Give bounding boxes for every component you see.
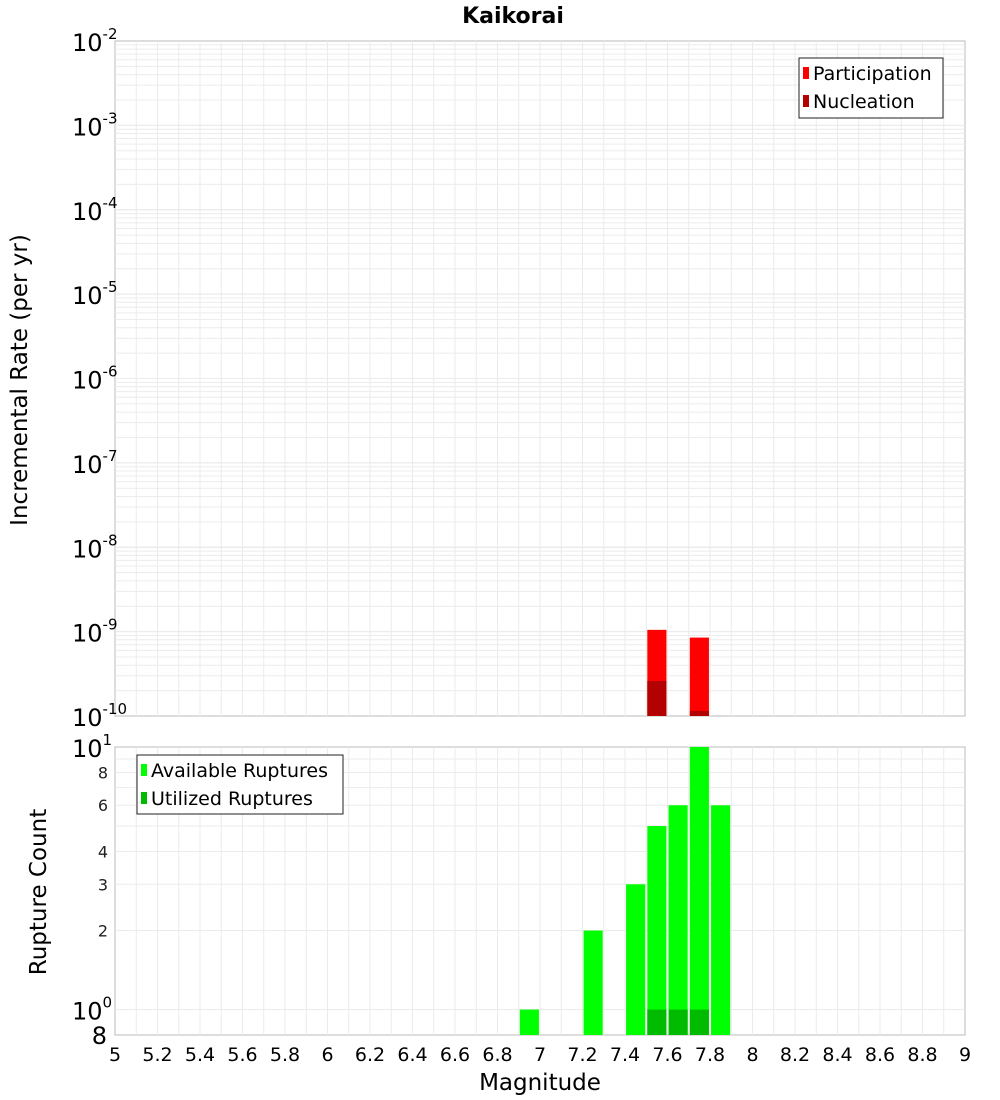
rate-y-tick-label: $10^{-10}$ xyxy=(72,700,128,732)
x-tick-label: 5.2 xyxy=(142,1044,173,1066)
x-tick-label: 6.4 xyxy=(397,1044,428,1066)
count-y-minor-tick-label: 3 xyxy=(97,875,108,895)
nucleation-bar xyxy=(690,711,709,716)
utilized-ruptures-bar xyxy=(690,1010,709,1035)
x-tick-label: 5.6 xyxy=(227,1044,258,1066)
x-tick-label: 8.6 xyxy=(864,1044,896,1066)
nucleation-legend-label: Nucleation xyxy=(813,91,915,113)
rate-y-tick-label: $10^{-5}$ xyxy=(72,278,118,311)
count-x-ticks xyxy=(109,1044,971,1066)
available-ruptures-bar xyxy=(647,826,666,1035)
utilized-legend-swatch xyxy=(141,792,147,804)
rate-panel xyxy=(7,25,965,732)
available-legend-swatch xyxy=(141,764,147,776)
rate-legend xyxy=(799,58,943,118)
x-tick-label: 7.2 xyxy=(567,1044,598,1066)
rate-y-tick-label: $10^{-7}$ xyxy=(72,446,118,479)
participation-legend-swatch xyxy=(803,67,809,79)
x-tick-label: 7.8 xyxy=(694,1044,726,1066)
count-y-tick-label: $10^1$ xyxy=(72,731,113,763)
available-ruptures-bar xyxy=(711,805,730,1035)
rate-y-tick-label: $10^{-2}$ xyxy=(72,25,118,57)
count-y-minor-tick-label: 6 xyxy=(97,796,108,816)
chart-title: Kaikorai xyxy=(462,4,564,29)
nucleation-legend-swatch xyxy=(803,95,809,107)
count-y-minor-tick-label: 2 xyxy=(97,921,108,941)
available-ruptures-bar xyxy=(584,931,603,1035)
x-tick-label: 6.2 xyxy=(354,1044,386,1066)
x-tick-label: 6.6 xyxy=(439,1044,471,1066)
rate-y-tick-label: $10^{-3}$ xyxy=(72,109,118,142)
participation-legend-label: Participation xyxy=(813,63,932,85)
count-legend xyxy=(137,755,343,814)
available-ruptures-bar xyxy=(690,747,709,1035)
rate-y-tick-label: $10^{-9}$ xyxy=(72,615,118,648)
count-y-bottom-tick-label: 8 xyxy=(91,1022,107,1050)
rate-y-tick-label: $10^{-4}$ xyxy=(72,193,118,226)
x-tick-label: 6.8 xyxy=(482,1044,513,1066)
x-tick-label: 8.2 xyxy=(779,1044,811,1066)
available-legend-label: Available Ruptures xyxy=(151,760,328,782)
count-y-minor-tick-label: 8 xyxy=(97,763,108,783)
x-tick-label: 7.4 xyxy=(609,1044,641,1066)
x-tick-label: 5.8 xyxy=(269,1044,301,1066)
x-tick-label: 9 xyxy=(958,1044,972,1066)
available-ruptures-bar xyxy=(626,884,645,1035)
x-tick-label: 8.4 xyxy=(822,1044,853,1066)
count-y-minor-tick-label: 4 xyxy=(97,842,108,862)
x-tick-label: 6 xyxy=(321,1044,334,1066)
participation-bar xyxy=(690,638,709,716)
x-tick-label: 7 xyxy=(533,1044,547,1066)
available-ruptures-bar xyxy=(669,805,688,1035)
x-tick-label: 5 xyxy=(108,1044,122,1066)
rate-y-tick-label: $10^{-8}$ xyxy=(72,531,118,564)
rate-grid xyxy=(115,41,965,716)
rate-y-axis-title: Incremental Rate (per yr) xyxy=(7,234,33,526)
x-tick-label: 8.8 xyxy=(907,1044,938,1066)
utilized-ruptures-bar xyxy=(669,1010,688,1035)
nucleation-bar xyxy=(647,681,666,716)
utilized-legend-label: Utilized Ruptures xyxy=(151,788,313,810)
count-y-ticks xyxy=(72,731,112,1050)
count-y-tick-label: $10^0$ xyxy=(72,993,113,1026)
x-axis-title: Magnitude xyxy=(479,1070,601,1096)
rate-y-tick-label: $10^{-6}$ xyxy=(72,362,118,395)
count-y-axis-title: Rupture Count xyxy=(26,808,52,976)
x-tick-label: 7.6 xyxy=(652,1044,683,1066)
x-tick-label: 8 xyxy=(746,1044,759,1066)
count-panel xyxy=(26,731,971,1096)
x-tick-label: 5.4 xyxy=(184,1044,216,1066)
utilized-ruptures-bar xyxy=(647,1010,666,1035)
available-ruptures-bar xyxy=(520,1010,539,1035)
